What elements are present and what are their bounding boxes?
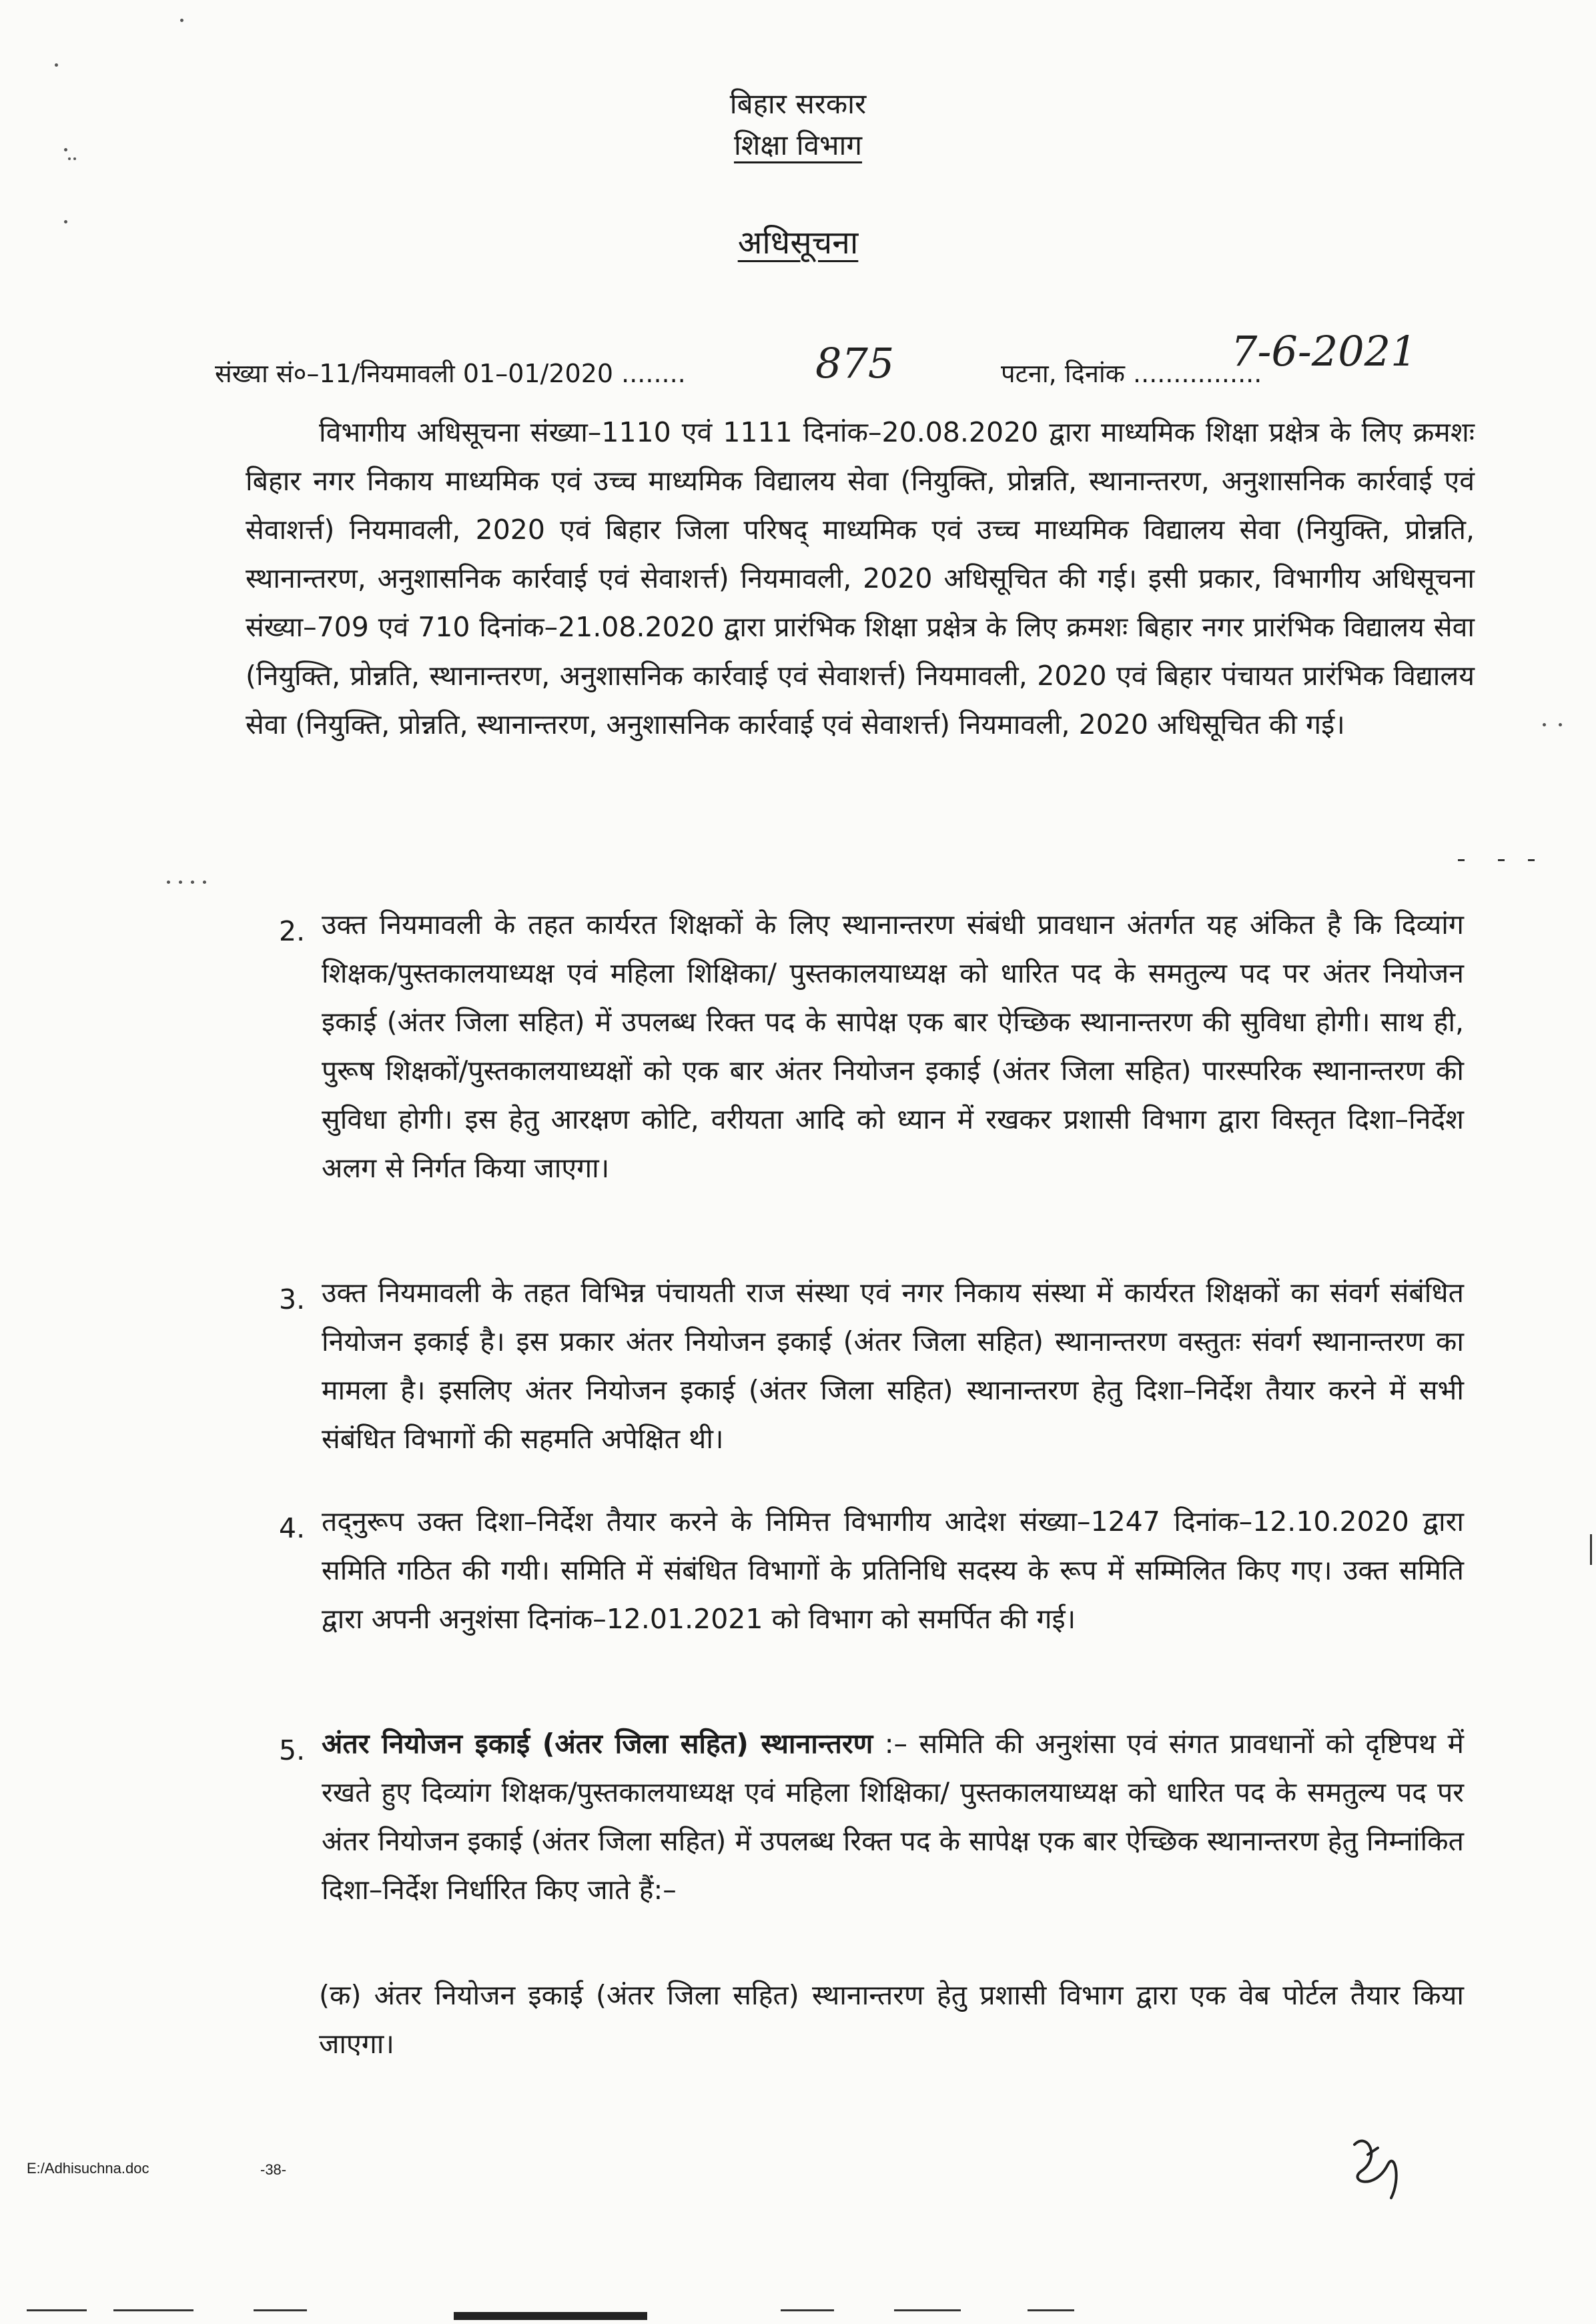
scan-speck bbox=[180, 19, 183, 22]
paragraph-4-number: 4. bbox=[279, 1512, 306, 1544]
department-name bbox=[0, 127, 1596, 164]
scan-dash bbox=[454, 2312, 647, 2320]
date-handwritten: 7-6-2021 bbox=[1231, 327, 1417, 376]
government-name: बिहार सरकार bbox=[729, 87, 867, 120]
scan-dash bbox=[1028, 2309, 1074, 2311]
notification-title: अधिसूचना bbox=[737, 224, 859, 261]
page-title bbox=[0, 224, 1596, 261]
scan-speck bbox=[55, 63, 58, 67]
paragraph-1: विभागीय अधिसूचना संख्या–1110 एवं 1111 दिनांक–20.08.2020 द्वारा माध्यमिक शिक्षा प्रक्षेत्र के लिए क्रमशः बिहार नगर निकाय माध्यमिक एवं उच्च माध्यमिक विद्यालय सेवा (नियुक्ति, प्रोन्नति, स्थानान्तरण, अनुशासनिक कार्रवाई एवं सेवाशर्त्त) नियमावली, 2020 एवं बिहार जिला परिषद् माध्यमिक एवं उच्च माध्यमिक विद्यालय सेवा (नियुक्ति, प्रोन्नति, स्थानान्तरण, अनुशासनिक कार्रवाई एवं सेवाशर्त्त) नियमावली, 2020 अधिसूचित की गई। इसी प्रकार, विभागीय अधिसूचना संख्या–709 एवं 710 दिनांक–21.08.2020 द्वारा प्रारंभिक शिक्षा प्रक्षेत्र के लिए क्रमशः बिहार नगर प्रारंभिक विद्यालय सेवा (नियुक्ति, प्रोन्नति, स्थानान्तरण, अनुशासनिक कार्रवाई एवं सेवाशर्त्त) नियमावली, 2020 एवं बिहार पंचायत प्रारंभिक विद्यालय सेवा (नियुक्ति, प्रोन्नति, स्थानान्तरण, अनुशासनिक कार्रवाई एवं सेवाशर्त्त) नियमावली, 2020 अधिसूचित की गई। bbox=[246, 416, 1475, 740]
paragraph-4: तद्नुरूप उक्त दिशा–निर्देश तैयार करने के निमित्त विभागीय आदेश संख्या–1247 दिनांक–12.10.2020 द्वारा समिति गठित की गयी। समिति में संबंधित विभागों के प्रतिनिधि सदस्य के रूप में सम्मिलित किए गए। उक्त समिति द्वारा अपनी अनुशंसा दिनांक–12.01.2021 को विभाग को समर्पित की गई। bbox=[322, 1506, 1464, 1635]
scan-speck bbox=[64, 220, 67, 223]
page-number: -38- bbox=[260, 2161, 287, 2178]
paragraph-5a: (क) अंतर नियोजन इकाई (अंतर जिला सहित) स्थानान्तरण हेतु प्रशासी विभाग द्वारा एक वेब पोर्टल तैयार किया जाएगा। bbox=[319, 1979, 1464, 2060]
department-label: शिक्षा विभाग bbox=[733, 129, 863, 161]
paragraph-2-number: 2. bbox=[279, 915, 306, 947]
file-path: E:/Adhisuchna.doc bbox=[27, 2160, 149, 2177]
scan-speck bbox=[1559, 723, 1562, 726]
scan-speck bbox=[64, 148, 67, 151]
place-date: पटना, दिनांक ................ bbox=[1001, 359, 1262, 388]
scan-dash bbox=[894, 2309, 961, 2311]
scan-speck bbox=[73, 157, 76, 160]
reference-number bbox=[215, 354, 686, 394]
scan-speck bbox=[1543, 723, 1546, 726]
reference-prefix: संख्या सं०–11/नियमावली 01–01/2020 ........ bbox=[215, 359, 686, 388]
scan-dash bbox=[781, 2309, 834, 2311]
scan-mark bbox=[1590, 1534, 1592, 1565]
scan-dash bbox=[254, 2309, 307, 2311]
paragraph-2: उक्त नियमावली के तहत कार्यरत शिक्षकों के लिए स्थानान्तरण संबंधी प्रावधान अंतर्गत यह अंकित है कि दिव्यांग शिक्षक/पुस्तकालयाध्यक्ष एवं महिला शिक्षिका/ पुस्तकालयाध्यक्ष को धारित पद के समतुल्य पद पर अंतर नियोजन इकाई (अंतर जिला सहित) में उपलब्ध रिक्त पद के सापेक्ष एक बार ऐच्छिक स्थानान्तरण की सुविधा होगी। साथ ही, पुरूष शिक्षकों/पुस्तकालयाध्यक्षों को एक बार अंतर नियोजन इकाई (अंतर जिला सहित) पारस्परिक स्थानान्तरण की सुविधा होगी। इस हेतु आरक्षण कोटि, वरीयता आदि को ध्यान में रखकर प्रशासी विभाग द्वारा विस्तृत दिशा–निर्देश अलग से निर्गत किया जाएगा। bbox=[322, 909, 1464, 1184]
scan-dash bbox=[27, 2309, 87, 2311]
scan-dash bbox=[1528, 859, 1535, 861]
scan-speck bbox=[167, 881, 170, 884]
scan-dash bbox=[1458, 859, 1465, 861]
scan-speck bbox=[68, 157, 71, 160]
scan-dash bbox=[113, 2309, 193, 2311]
paragraph-5-number: 5. bbox=[279, 1734, 306, 1766]
scan-speck bbox=[203, 881, 206, 884]
paragraph-3-number: 3. bbox=[279, 1283, 306, 1315]
paragraph-3: उक्त नियमावली के तहत विभिन्न पंचायती राज संस्था एवं नगर निकाय संस्था में कार्यरत शिक्षकों का संवर्ग संबंधित नियोजन इकाई है। इस प्रकार अंतर नियोजन इकाई (अंतर जिला सहित) स्थानान्तरण वस्तुतः संवर्ग स्थानान्तरण का मामला है। इसलिए अंतर नियोजन इकाई (अंतर जिला सहित) स्थानान्तरण हेतु दिशा–निर्देश तैयार करने में सभी संबंधित विभागों की सहमति अपेक्षित थी। bbox=[322, 1277, 1464, 1455]
paragraph-5-heading: अंतर नियोजन इकाई (अंतर जिला सहित) स्थानान्तरण bbox=[322, 1728, 873, 1760]
paragraph-5-body: :– समिति की अनुशंसा एवं संगत प्रावधानों को दृष्टिपथ में रखते हुए दिव्यांग शिक्षक/पुस्तकालयाध्यक्ष एवं महिला शिक्षिका/ पुस्तकालयाध्यक्ष को धारित पद के समतुल्य पद पर अंतर नियोजन इकाई (अंतर जिला सहित) में उपलब्ध रिक्त पद के सापेक्ष एक बार ऐच्छिक स्थानान्तरण हेतु निम्नांकित दिशा–निर्देश निर्धारित किए जाते हैं:– bbox=[322, 1728, 1464, 1906]
paragraph-5 bbox=[322, 1720, 1464, 1914]
signature-mark bbox=[1328, 2118, 1421, 2211]
scan-speck bbox=[179, 881, 182, 884]
scan-speck bbox=[191, 881, 194, 884]
scan-dash bbox=[1498, 859, 1505, 861]
reference-number-handwritten: 875 bbox=[815, 339, 895, 388]
